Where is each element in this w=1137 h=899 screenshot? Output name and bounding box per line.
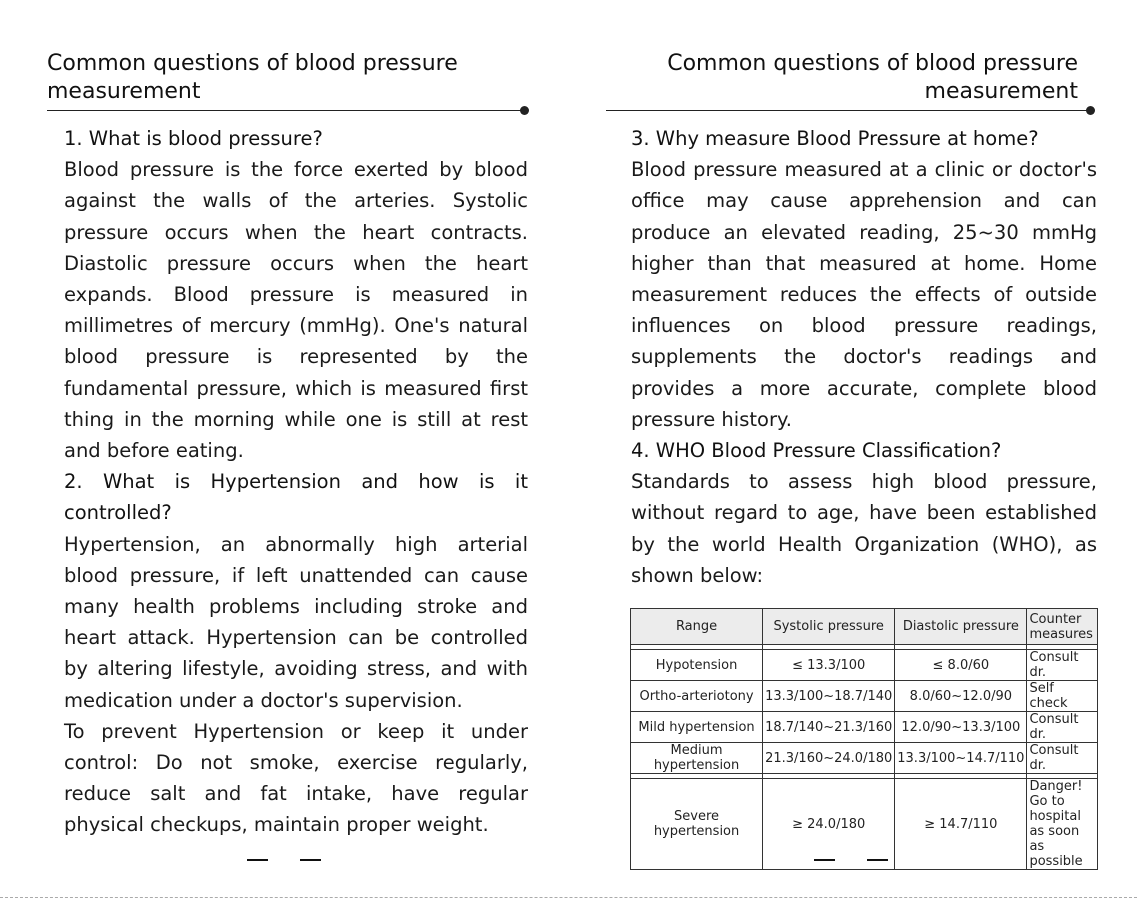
q2-line: reduce salt and fat intake, have regular	[64, 782, 528, 806]
right-body-text	[631, 123, 1097, 591]
table-cell: 8.0/60~12.0/90	[895, 681, 1027, 712]
table-cell: ≤ 13.3/100	[763, 650, 895, 681]
table-cell: Mild hypertension	[631, 712, 763, 743]
q4-line: by the world Health Organization (WHO), as	[631, 532, 1097, 556]
who-classification-table	[630, 608, 1098, 870]
q2-line: physical checkups, maintain proper weight.	[64, 813, 489, 837]
q2-line: heart attack. Hypertension can be controlled	[64, 626, 528, 650]
q3-line: office may cause apprehension and can	[631, 189, 1097, 213]
question-4-heading: 4. WHO Blood Pressure Classification?	[631, 439, 1002, 463]
right-title-rule	[606, 110, 1088, 111]
table-cell: Medium hypertension	[631, 743, 763, 774]
q1-line: blood pressure is represented by the	[64, 345, 528, 369]
q1-line: Diastolic pressure occurs when the heart	[64, 251, 528, 275]
left-title-line-1: Common questions of blood pressure	[47, 51, 458, 76]
table-cell: Consult dr.	[1027, 712, 1098, 743]
q1-line: and before eating.	[64, 439, 244, 463]
q2-line: medication under a doctor's supervision.	[64, 688, 463, 712]
table-cell: Consult dr.	[1027, 743, 1098, 774]
right-title-line-1: Common questions of blood pressure	[667, 51, 1078, 76]
table-cell: Self check	[1027, 681, 1098, 712]
bottom-dashed-edge	[0, 897, 1137, 898]
table-cell: Severe hypertension	[631, 779, 763, 870]
table-cell: Danger! Go to hospital as soon as possible	[1027, 779, 1098, 870]
q2-line: by altering lifestyle, avoiding stress, and with	[64, 657, 528, 681]
page-marker-dash	[814, 859, 835, 861]
question-1-heading: 1. What is blood pressure?	[64, 127, 323, 150]
q4-line: Standards to assess high blood pressure,	[631, 470, 1097, 494]
table-row	[631, 779, 1098, 870]
q1-line: thing in the morning while one is still at rest	[64, 407, 528, 431]
q2-line: blood pressure, if left unattended can cause	[64, 563, 528, 587]
q1-line: fundamental pressure, which is measured first	[64, 376, 528, 400]
left-page	[0, 0, 568, 899]
table-row	[631, 743, 1098, 774]
q3-line: Blood pressure measured at a clinic or doctor's	[631, 158, 1097, 182]
table-row	[631, 681, 1098, 712]
table-cell: 12.0/90~13.3/100	[895, 712, 1027, 743]
table-header-cell: Systolic pressure	[763, 609, 895, 645]
table-header-row	[631, 609, 1098, 645]
q3-line: higher than that measured at home. Home	[631, 251, 1097, 275]
q4-line: without regard to age, have been established	[631, 501, 1097, 525]
right-title-line-2: measurement	[924, 79, 1078, 104]
q2-line: Hypertension, an abnormally high arterial	[64, 532, 528, 556]
page-marker-dash	[300, 859, 321, 861]
right-rule-dot	[1086, 106, 1095, 115]
q1-line: pressure occurs when the heart contracts.	[64, 220, 528, 244]
page-marker-dash	[867, 859, 888, 861]
right-page	[568, 0, 1136, 899]
q1-line: against the walls of the arteries. Systolic	[64, 189, 528, 213]
question-2-heading-cont: controlled?	[64, 501, 172, 525]
left-rule-dot	[520, 106, 529, 115]
q3-line: measurement reduces the effects of outside	[631, 283, 1097, 307]
question-2-heading: 2. What is Hypertension and how is it	[64, 470, 528, 494]
table-cell: ≤ 8.0/60	[895, 650, 1027, 681]
table-header-cell: Range	[631, 609, 763, 645]
left-body-text	[64, 123, 528, 841]
question-3-heading: 3. Why measure Blood Pressure at home?	[631, 127, 1039, 150]
table-cell: Hypotension	[631, 650, 763, 681]
q2-line: control: Do not smoke, exercise regularly,	[64, 751, 528, 775]
q3-line: provides a more accurate, complete blood	[631, 376, 1097, 400]
q1-line: expands. Blood pressure is measured in	[64, 283, 528, 307]
table-row	[631, 712, 1098, 743]
table-cell: Consult dr.	[1027, 650, 1098, 681]
table-row	[631, 650, 1098, 681]
q1-line: millimetres of mercury (mmHg). One's natural	[64, 314, 528, 338]
table-header-cell: Counter measures	[1027, 609, 1098, 645]
q3-line: pressure history.	[631, 407, 792, 431]
table-cell: 13.3/100~18.7/140	[763, 681, 895, 712]
left-page-title	[47, 50, 458, 106]
q4-line: shown below:	[631, 563, 764, 587]
q1-line: Blood pressure is the force exerted by blood	[64, 158, 528, 182]
q3-line: produce an elevated reading, 25~30 mmHg	[631, 220, 1097, 244]
q3-line: supplements the doctor's readings and	[631, 345, 1097, 369]
table-cell: 13.3/100~14.7/110	[895, 743, 1027, 774]
q3-line: influences on blood pressure readings,	[631, 314, 1097, 338]
page-marker-dash	[247, 859, 268, 861]
table-cell: 21.3/160~24.0/180	[763, 743, 895, 774]
table-cell: ≥ 14.7/110	[895, 779, 1027, 870]
left-title-rule	[47, 110, 525, 111]
q2-line: many health problems including stroke and	[64, 595, 528, 619]
table-cell: Ortho-arteriotony	[631, 681, 763, 712]
q2-line: To prevent Hypertension or keep it under	[64, 719, 528, 743]
table-cell: ≥ 24.0/180	[763, 779, 895, 870]
table-header-cell: Diastolic pressure	[895, 609, 1027, 645]
table-cell: 18.7/140~21.3/160	[763, 712, 895, 743]
left-title-line-2: measurement	[47, 79, 201, 104]
right-page-title	[667, 50, 1078, 106]
